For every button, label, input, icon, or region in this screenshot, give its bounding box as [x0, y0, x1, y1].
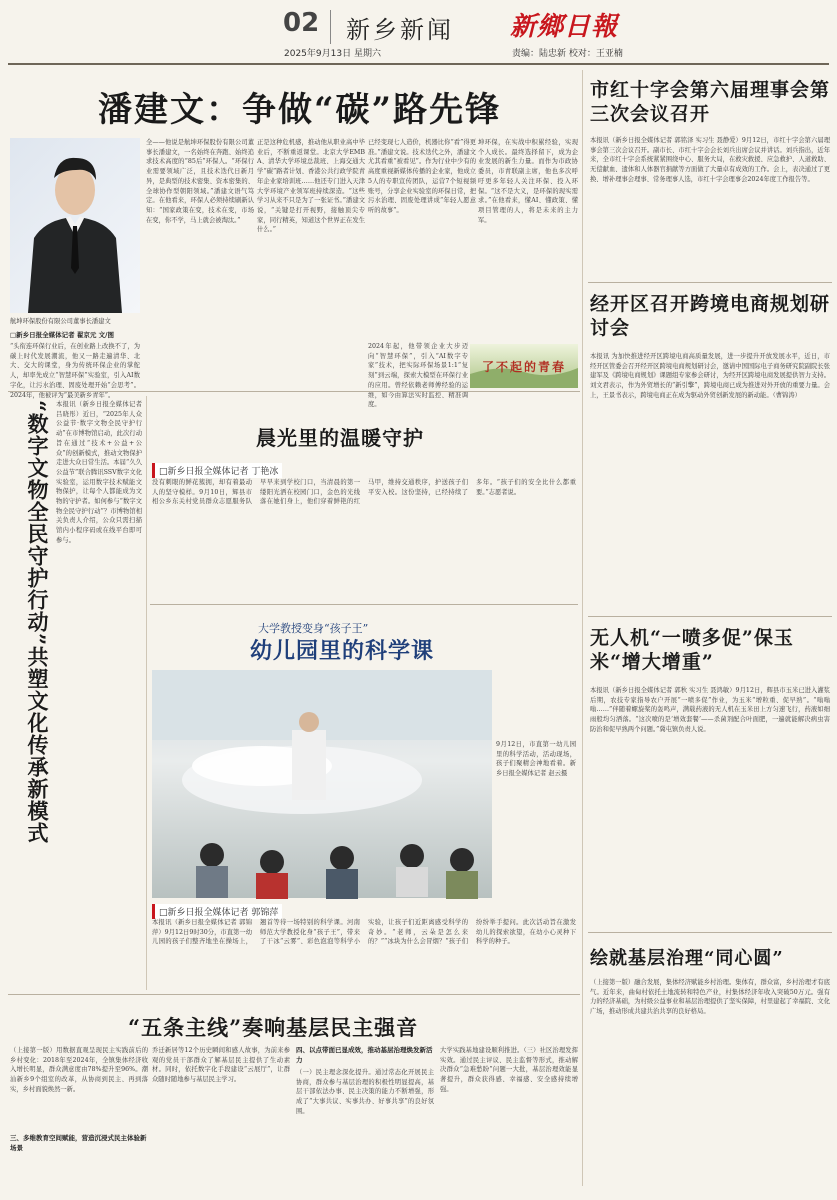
ecommerce-rule — [588, 616, 832, 617]
science-photo-caption: 9月12日，市直第一幼儿园里的科学活动，活动现场，孩子们聚精会神地看着。新乡日报全媒体记者 赵云摄 — [496, 741, 576, 778]
mid-bottom-rule — [8, 994, 580, 995]
section-title: 新乡新闻 — [346, 16, 454, 44]
column-badge-text: 了不起的青春 — [482, 360, 567, 374]
culture-headline: “数字文物全民守护行动”共塑文化传承新模式 — [25, 400, 50, 845]
ecommerce-headline: 经开区召开跨境电商规划研讨会 — [590, 293, 831, 339]
portrait-photo — [10, 138, 140, 313]
drone-rule — [588, 932, 832, 933]
lead-body-col1: 全——他说是航坤环保股份有限公司董事长潘建文，一名始终在奔跑、始终追求技术高度的“85后”环保人。“环保行业需要领域广泛，且技术迭代日新月异，是典型的技术密集、资本密集的、全球协作型朝阳领域。”潘建文语气笃定。在他看来，环保人必须持续刷新认知：“国家政策在变，技术在变，市场在变，你不学，马上就会被淘汰。” — [146, 139, 254, 224]
science-photo — [152, 670, 492, 898]
five-subhead-2: 四、以点带面已显成效，推动基层治理焕发新活力 — [296, 1046, 433, 1064]
culture-divider — [146, 396, 147, 990]
red-cross-headline: 市红十字会第六届理事会第三次会议召开 — [590, 79, 831, 125]
red-cross-rule — [588, 282, 832, 283]
warm-body: 没有刺眼的鲜花簇拥，却有着最动人的坚守模样。9月10日，辉县市相公乡东关村党员群众志愿服务队早早来到学校门口，当清晨的第一缕阳光洒在校园门口，金色的光线落在她们身上，他们穿着鲜艳的红马甲，维持交通秩序，护送孩子们平安入校。这份坚持，已经持续了多年。“孩子们的安全比什么都重要。”志愿者说。 — [152, 479, 576, 506]
lead-headline: 潘建文：争做“碳”路先锋 — [98, 90, 502, 130]
warm-headline: 晨光里的温暖守护 — [256, 426, 424, 450]
warm-byline: □新乡日报全媒体记者 丁艳冰 — [152, 463, 282, 478]
person-silhouette — [10, 138, 140, 313]
science-kicker: 大学教授变身“孩子王” — [258, 622, 369, 635]
drone-headline: 无人机“一喷多促”保玉米“增大增重” — [590, 627, 794, 673]
warm-rule — [150, 604, 578, 605]
lead-body-col4: 坤环保，在实战中积累经验，实现个人成长。最终选择留下，成为企业发展的新生力量。而作为市政协委员，市青联副主席，他也多次呼吁更多年轻人关注环保、投入环保。“这不是大义，是环保的现实需求。”在他看来，懂AI、懂政策、懂项目管理的人，将是未来的主力军。 — [478, 139, 578, 224]
drone-body: 本报讯（新乡日报全媒体记者 郭秋 实习生 聂鸿敏）9月12日，辉县市玉米已进入灌浆后期，农技专家指导农户开展“一喷多促”作业，为玉米“增粒重、促早熟”。“嗡嗡嗡……”伴随着螺旋桨的轰鸣声，满载药液的无人机在玉米田上方匀速飞行，药液如细雨般均匀洒落。“这次喷的是‘增效套餐’——杀菌剂配合叶面肥，一遍就能解决病虫害防治和促早熟两个问题。”冀屯镇负责人说。 — [590, 687, 830, 733]
page-number: 02 — [283, 8, 320, 38]
base-gov-headline: 绘就基层治理“同心圆” — [590, 948, 784, 969]
five-body-4: 大学实践基地建设顺利推进。（三）社区治理发挥实效。通过民主评议、民主监督等形式，推动解决群众“急难愁盼”问题一大批，基层治理效能显著提升，群众获得感、幸福感、安全感持续增强。 — [440, 1047, 578, 1093]
lead-body-left: “头衔连环保行业后，在创业路上改换不了，为碳上时代发展潮流，他又一路走遍清华、北大、交大的课堂，身为传统环保企业的掌舵人，却率先成立“智慧环保”实验室，引入AI数字化，让污水治理、固废处理开始“会思考”。2024年，他被评为“最美新乡青年”。 — [10, 343, 140, 399]
ecommerce-body: 本报讯 为加快推进经开区跨境电商高质量发展，进一步提升开放发展水平，近日，市经开区管委会召开经开区跨境电商规划研讨会，邀请中国国际电子商务研究院副院长张建军及《跨境电商规划》课题组专家参会研讨，为经开区跨境电商发展提供智力支持。刘文君表示，作为外贸增长的“新引擎”，跨境电商已成为推进对外开放的重要力量。会上，王景书表示，跨境电商正在成为驱动外贸创新发展的新动能。（曹锦涛） — [590, 353, 830, 399]
newspaper-logo: 新鄉日報 — [510, 12, 619, 42]
five-body-2: 乔迁新居等12个历史瞬间和感人故事，为前来参观的党员干部群众了解基层民主提供了生动素材。同时，依托数字化手段建设“云展厅”，让群众随时随地参与基层民主学习。 — [152, 1047, 290, 1084]
five-headline: “五条主线”奏响基层民主强音 — [128, 1015, 419, 1040]
lead-body-col3: 已经变现七人造价，机器比你“看”得更准。”潘建文说。技术迭代之外，潘建文尤其看重“被看见”。作为行业中少有的高度重视新媒体传播的企业家，他成立5人的专职宣传团队，运营7个短视频账号，分享企业实验室的环保日常，把污水治理、固废处理讲成“年轻人愿意听的故事”。 — [368, 139, 476, 214]
column-badge — [470, 344, 578, 388]
five-subhead-1: 三、多维教育空间赋能，营造沉浸式民主体验新场景 — [10, 1134, 147, 1152]
right-column-divider — [582, 70, 583, 1186]
science-headline: 幼儿园里的科学课 — [250, 638, 435, 664]
editor-credits: 责编：陆忠新 校对：王亚楠 — [512, 49, 623, 59]
science-byline: □新乡日报全媒体记者 郭锦萍 — [152, 904, 282, 919]
lead-body-col2: 正是这种危机感，推动他从职业高中毕业后，不断重返课堂。北京大学EMBA、清华大学环境总裁班、上海交通大学“碳”路者计划、香港公共行政学院青年企业家培训班……他还专门进入天津大学环境产业领军班持续深造。“这些学习从来不只是为了一张证书。”潘建文说，“关键是打开视野，接触顶尖专家，同行精英，知道这个世界正在发生什么。” — [257, 139, 365, 234]
lead-body-col3b: 2024年起，他带领企业大步迈向“智慧环保”，引入“AI数字专家”技术，把实际环保场景1:1“复刻”到云端，探索大模型在环保行业的应用。曾经依赖老师傅经验的运维，如今由算法实时监控、精准调度。 — [368, 343, 468, 409]
science-body: 本报讯（新乡日报全媒体记者 郭锦萍）9月12日9时30分，市直第一幼儿园的孩子们整齐地坐在操场上，翘首等待一场特别的科学课。河南师范大学教授化身“孩子王”，带来了干冰“云雾”、彩色泡泡等科学小实验，让孩子们近距离感受科学的奇妙。“老师，云朵是怎么来的？”“冰块为什么会冒烟？”孩子们纷纷举手提问。此次活动旨在激发幼儿的探索欲望，在幼小心灵种下科学的种子。 — [152, 919, 576, 946]
date-line: 2025年9月13日 星期六 — [284, 49, 381, 59]
red-cross-body: 本报讯（新乡日报全媒体记者 郭铭泽 实习生 聂静爱）9月12日，市红十字会第六届理事会第三次会议召开。副市长、市红十字会会长刘兵出席会议并讲话。刘兵指出，近年来，全市红十字会系统紧紧围绕中心、服务大局，在救灾救援、应急救护、人道救助、无偿献血、遗体和人体器官捐献等方面做了大量卓有成效的工作。会上，表决通过了更换、增补理事会理事、常务理事人选，市红十字会理事会2024年度工作报告等。 — [590, 137, 830, 183]
five-body-3: （一）民主理念深化提升。通过常态化开展民主协商，群众参与基层治理的积极性明显提高，基层干部依法办事、民主决策的能力不断增强，形成了“大事共议、实事共办、好事共享”的良好氛围。 — [296, 1069, 434, 1115]
masthead-rule — [8, 63, 829, 65]
lead-byline: □新乡日报全媒体记者 翟京元 文/图 — [10, 331, 115, 339]
lead-bottom-rule — [8, 391, 580, 392]
five-body-1: （上接第一版）用数据直观呈现民主实践前后的乡村变化：2018年至2024年，全镇集体经济收入增长明显，群众满意度由78%提升至96%。潮汕新乡9个组室的改革，从协商到民主、再到落实，乡村面貌焕然一新。 — [10, 1047, 148, 1093]
base-gov-body: （上接第一版）融合发展，集体经济赋能乡村治理。集体有，群众富，乡村治理才有底气。近年来，曲甸村依托土地流转和特色产业，村集体经济年收入突破50万元。强有力的经济基础，为村级公益事业和基层治理提供了坚实保障，村里建起了幸福院、文化广场，推动形成共建共治共享的良好格局。 — [590, 979, 830, 1016]
culture-body: 本报讯（新乡日报全媒体记者 吕晓彤）近日，“2025年人众公益节·数字文物全民守护行动”在市博物馆启动，此次行动旨在通过“技术+公益+公众”的创新模式，推动文物保护走进大众日常生活。本届“久久公益节”联合腾讯SSV数字文化实验室，运用数字技术赋能文物保护，让每个人都能成为文物的守护者。如何参与“数字文物全民守护行动”？市博物馆相关负责人介绍，公众只需扫描馆内小程序码或在线平台即可参与。 — [56, 401, 142, 544]
masthead — [0, 0, 837, 62]
portrait-caption: 航坤环保股份有限公司董事长潘建文 — [10, 318, 111, 325]
masthead-divider — [330, 10, 331, 44]
science-scene — [152, 670, 492, 898]
